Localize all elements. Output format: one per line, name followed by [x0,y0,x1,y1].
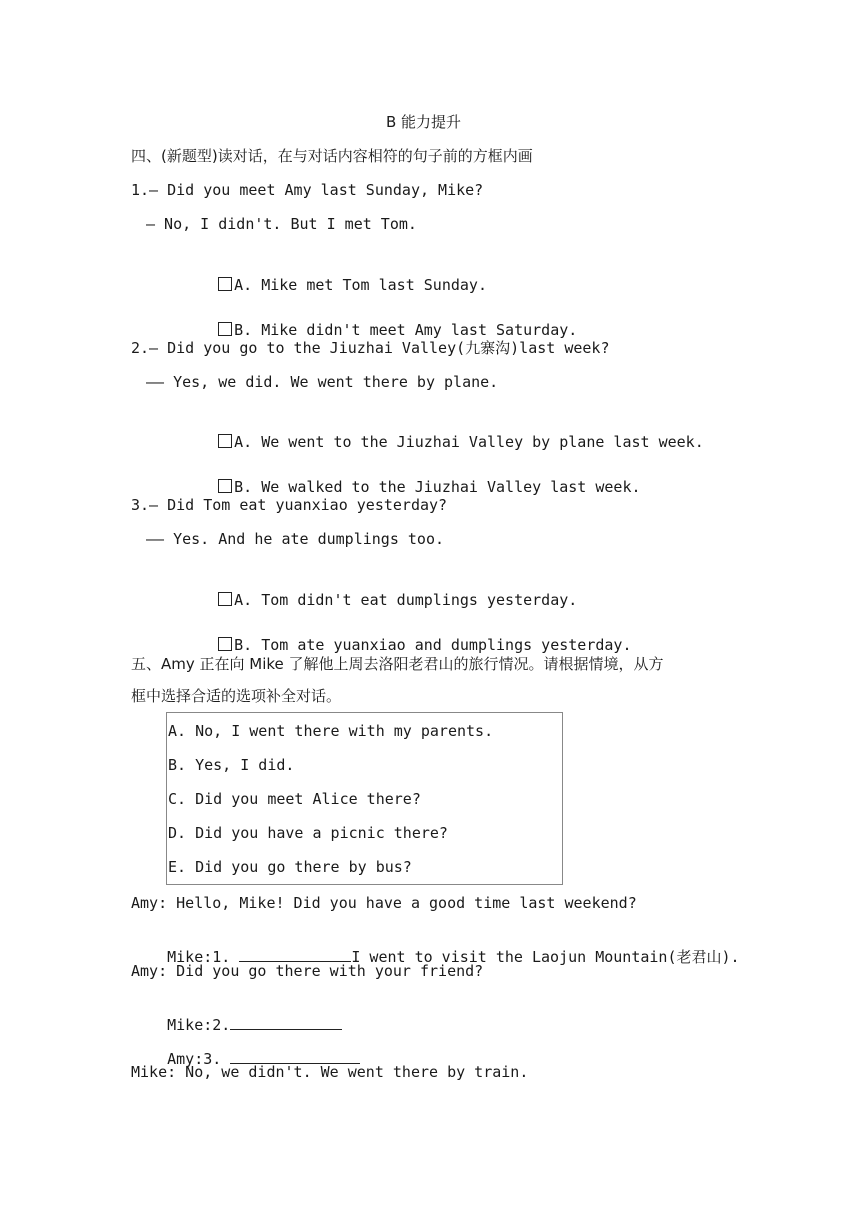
dialogue-line-2-prefix: Mike:1. [167,948,240,966]
option-2a-text: A. We went to the Jiuzhai Valley by plane last week. [234,433,704,451]
checkbox-1a[interactable] [218,277,232,291]
dialogue-line-4-prefix: Mike:2. [167,1016,231,1034]
answer-2: —— Yes, we did. We went there by plane. [146,373,499,391]
answer-3: —— Yes. And he ate dumplings too. [146,530,445,548]
question-1: 1.— Did you meet Amy last Sunday, Mike? [131,181,484,199]
option-1b-text: B. Mike didn't meet Amy last Saturday. [234,321,578,339]
answer-blank-1[interactable] [239,947,351,962]
option-3a-text: A. Tom didn't eat dumplings yesterday. [234,591,578,609]
option-1a-text: A. Mike met Tom last Sunday. [234,276,487,294]
question-2: 2.— Did you go to the Jiuzhai Valley(九寨沟)last week? [131,339,610,357]
choice-d: D. Did you have a picnic there? [168,824,448,842]
dialogue-line-5-prefix: Amy:3. [167,1050,231,1068]
option-3b-text: B. Tom ate yuanxiao and dumplings yesterday. [234,636,632,654]
part5-instruction-line2: 框中选择合适的选项补全对话。 [131,687,342,705]
dialogue-line-6: Mike: No, we didn't. We went there by train. [131,1063,529,1081]
part4-instruction: 四、(新题型)读对话，在与对话内容相符的句子前的方框内画 [131,147,533,165]
checkbox-1b[interactable] [218,322,232,336]
choice-e: E. Did you go there by bus? [168,858,412,876]
choice-c: C. Did you meet Alice there? [168,790,421,808]
checkbox-2b[interactable] [218,479,232,493]
question-3: 3.— Did Tom eat yuanxiao yesterday? [131,496,448,514]
section-title: B 能力提升 [386,113,462,131]
dialogue-line-3: Amy: Did you go there with your friend? [131,962,484,980]
checkbox-3a[interactable] [218,592,232,606]
option-2b-text: B. We walked to the Jiuzhai Valley last week. [234,478,641,496]
choice-a: A. No, I went there with my parents. [168,722,494,740]
checkbox-3b[interactable] [218,637,232,651]
dialogue-line-2-suffix: I went to visit the Laojun Mountain(老君山). [351,948,740,966]
dialogue-line-1: Amy: Hello, Mike! Did you have a good time last weekend? [131,894,637,912]
checkbox-2a[interactable] [218,434,232,448]
answer-1: — No, I didn't. But I met Tom. [146,215,417,233]
answer-blank-2[interactable] [230,1015,342,1030]
part5-instruction-line1: 五、Amy 正在向 Mike 了解他上周去洛阳老君山的旅行情况。请根据情境，从方 [131,655,664,673]
choice-b: B. Yes, I did. [168,756,295,774]
